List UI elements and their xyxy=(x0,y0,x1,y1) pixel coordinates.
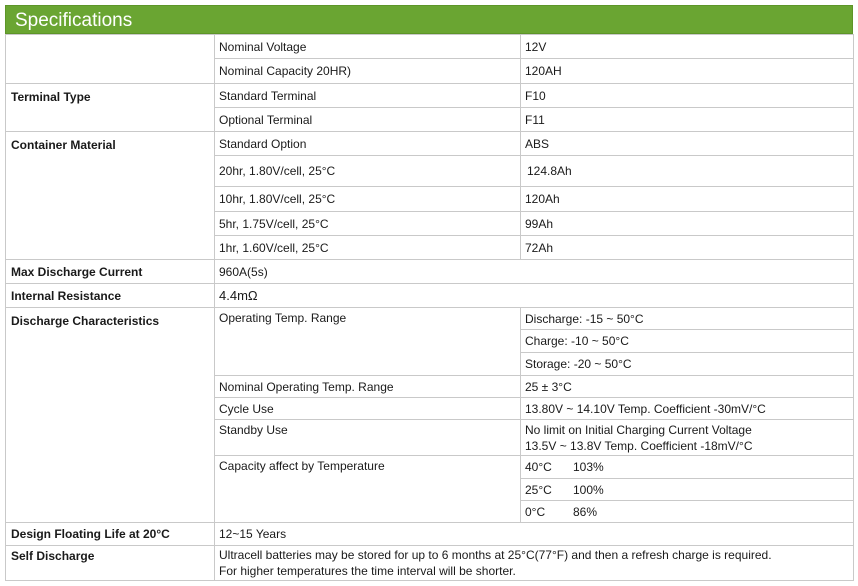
storage-temp-value: Storage: -20 ~ 50°C xyxy=(521,353,854,376)
discharge-temp-value: Discharge: -15 ~ 50°C xyxy=(521,308,854,330)
rate-10hr-label: 10hr, 1.80V/cell, 25°C xyxy=(215,187,521,212)
rate-5hr-value: 99Ah xyxy=(521,212,854,236)
internal-resistance-title: Internal Resistance xyxy=(6,284,215,308)
header-title: Specifications xyxy=(15,10,133,31)
rate-20hr-label: 20hr, 1.80V/cell, 25°C xyxy=(215,156,521,187)
capacity-pct-value: 103% xyxy=(573,460,604,474)
capacity-temp-row xyxy=(521,479,854,501)
self-discharge-title: Self Discharge xyxy=(6,546,215,581)
capacity-pct-value: 86% xyxy=(573,504,598,519)
capacity-temp-value: 25°C xyxy=(525,482,552,497)
table-row xyxy=(6,523,854,546)
specifications-header xyxy=(5,5,853,34)
charge-temp-value: Charge: -10 ~ 50°C xyxy=(521,330,854,353)
rate-1hr-value: 72Ah xyxy=(521,236,854,260)
nominal-operating-temp-label: Nominal Operating Temp. Range xyxy=(215,376,521,398)
specifications-table xyxy=(5,34,854,581)
rate-10hr-value: 120Ah xyxy=(521,187,854,212)
standard-option-value: ABS xyxy=(521,132,854,156)
rate-5hr-label: 5hr, 1.75V/cell, 25°C xyxy=(215,212,521,236)
design-floating-life-value: 12~15 Years xyxy=(215,523,854,546)
empty-label-cell xyxy=(6,35,215,84)
standard-option-label: Standard Option xyxy=(215,132,521,156)
optional-terminal-label: Optional Terminal xyxy=(215,108,521,132)
standby-use-value xyxy=(521,420,854,456)
table-row xyxy=(6,260,854,284)
max-discharge-title: Max Discharge Current xyxy=(6,260,215,284)
self-discharge-value xyxy=(215,546,854,581)
nominal-capacity-value: 120AH xyxy=(521,59,854,84)
table-row xyxy=(6,308,854,330)
cycle-use-value: 13.80V ~ 14.10V Temp. Coefficient -30mV/°C xyxy=(521,398,854,420)
discharge-characteristics-title: Discharge Characteristics xyxy=(6,308,215,523)
self-discharge-line2: For higher temperatures the time interval will be shorter. xyxy=(219,564,516,578)
capacity-temp-value: 0°C xyxy=(525,504,546,519)
rate-1hr-label: 1hr, 1.60V/cell, 25°C xyxy=(215,236,521,260)
self-discharge-line1: Ultracell batteries may be stored for up to 6 months at 25°C(77°F) and then a refresh charge is required. xyxy=(219,548,772,562)
container-material-title: Container Material xyxy=(6,132,215,260)
capacity-temp-row xyxy=(521,456,854,479)
standby-use-line1: No limit on Initial Charging Current Voltage xyxy=(525,422,752,437)
operating-temp-label: Operating Temp. Range xyxy=(215,308,521,376)
specifications-panel xyxy=(5,5,853,581)
capacity-temp-row xyxy=(521,501,854,523)
table-row xyxy=(6,284,854,308)
rate-20hr-value: 124.8Ah xyxy=(521,156,854,187)
capacity-temp-value: 40°C xyxy=(525,460,552,474)
nominal-capacity-label: Nominal Capacity 20HR) xyxy=(215,59,521,84)
table-row xyxy=(6,84,854,108)
standby-use-label: Standby Use xyxy=(215,420,521,456)
nominal-operating-temp-value: 25 ± 3°C xyxy=(521,376,854,398)
nominal-voltage-label: Nominal Voltage xyxy=(215,35,521,59)
table-row xyxy=(6,132,854,156)
nominal-voltage-value: 12V xyxy=(521,35,854,59)
internal-resistance-value: 4.4mΩ xyxy=(215,284,854,308)
table-row xyxy=(6,546,854,581)
standard-terminal-label: Standard Terminal xyxy=(215,84,521,108)
max-discharge-value: 960A(5s) xyxy=(215,260,854,284)
design-floating-life-title: Design Floating Life at 20°C xyxy=(6,523,215,546)
cycle-use-label: Cycle Use xyxy=(215,398,521,420)
capacity-pct-value: 100% xyxy=(573,482,604,497)
optional-terminal-value: F11 xyxy=(521,108,854,132)
standard-terminal-value: F10 xyxy=(521,84,854,108)
terminal-type-title: Terminal Type xyxy=(6,84,215,132)
capacity-temp-label: Capacity affect by Temperature xyxy=(215,456,521,523)
table-row xyxy=(6,35,854,59)
standby-use-line2: 13.5V ~ 13.8V Temp. Coefficient -18mV/°C xyxy=(525,438,753,453)
